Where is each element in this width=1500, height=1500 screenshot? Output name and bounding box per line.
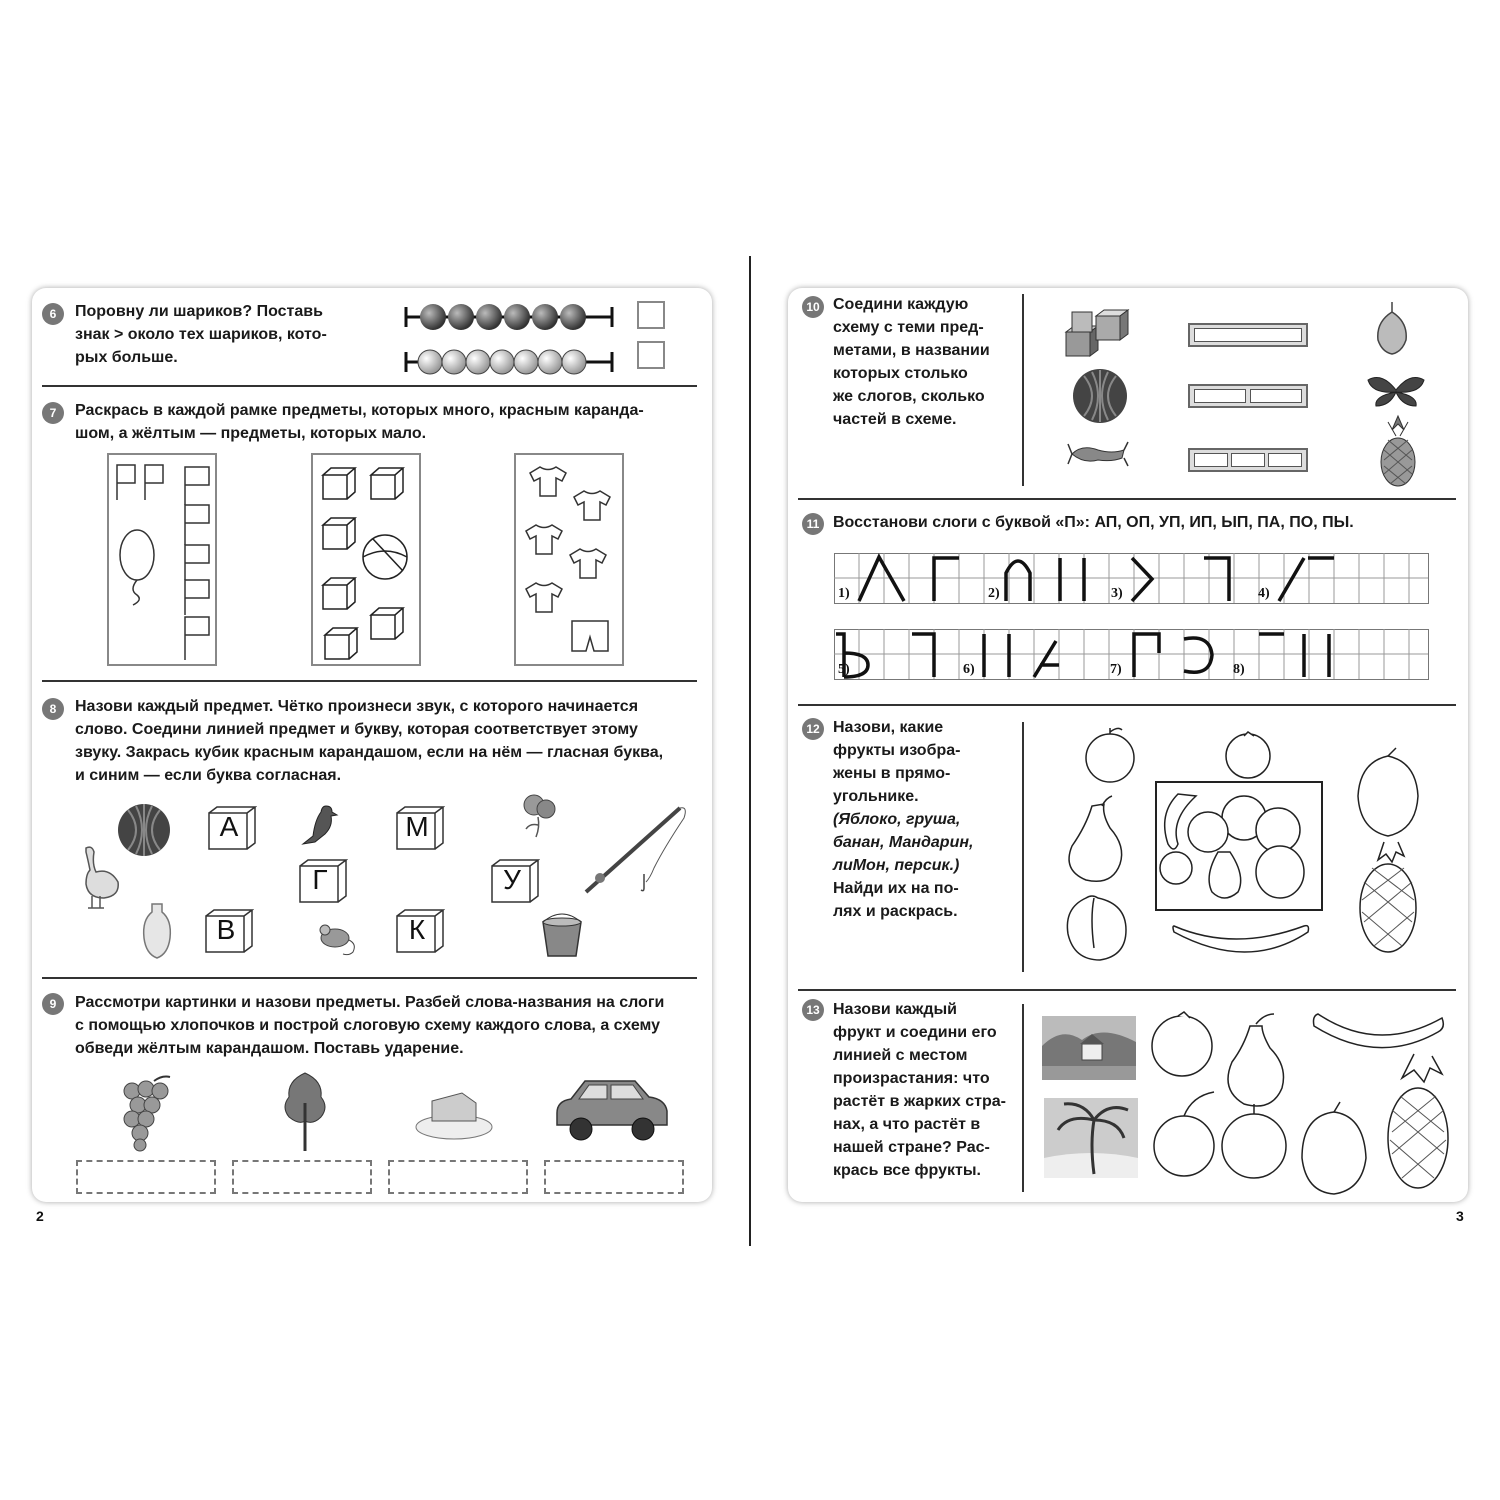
divider-vertical bbox=[1022, 722, 1024, 972]
text-line: произрастания: что bbox=[833, 1070, 990, 1087]
letter-k: К bbox=[408, 914, 426, 945]
slot-label-5: 5) bbox=[838, 662, 850, 677]
text-line: Соедини каждую bbox=[833, 296, 969, 313]
letter-a: А bbox=[219, 811, 239, 842]
fruits-to-match-drawing bbox=[1148, 1006, 1458, 1196]
text-line: знак > около тех шариков, кото- bbox=[75, 326, 327, 343]
watermelon-icon bbox=[114, 800, 174, 860]
exercise-12-text bbox=[833, 716, 973, 923]
right-page-card bbox=[788, 288, 1468, 1202]
goose-icon bbox=[76, 844, 120, 914]
text-line: частей в схеме. bbox=[833, 411, 957, 428]
apple-icon bbox=[1086, 728, 1134, 782]
exercise-9-text bbox=[75, 991, 664, 1060]
scheme-three-parts bbox=[1188, 448, 1308, 472]
text-line: Рассмотри картинки и назови предметы. Разбей слова-названия на слоги bbox=[75, 994, 665, 1011]
car-icon bbox=[551, 1073, 671, 1145]
text-line: нашей стране? Рас- bbox=[833, 1139, 990, 1156]
vase-icon bbox=[142, 902, 172, 962]
text-line: Назови каждый bbox=[833, 1001, 957, 1018]
text-line: звуку. Закрась кубик красным карандашом, если на нём — гласная буква, bbox=[75, 744, 664, 761]
exercise-10-number: 10 bbox=[802, 296, 824, 318]
text-line: растёт в жарких стра- bbox=[833, 1093, 1006, 1110]
page-number-left: 2 bbox=[36, 1208, 44, 1224]
answer-box-top[interactable] bbox=[637, 301, 665, 329]
banana-icon bbox=[1173, 926, 1309, 952]
exercise-9-number: 9 bbox=[42, 993, 64, 1015]
frame-shirts-and-shorts[interactable] bbox=[514, 453, 624, 666]
letter-cube-k[interactable] bbox=[395, 908, 445, 954]
exercise-11-text: Восстанови слоги с буквой «П»: АП, ОП, УП, ИП, ЫП, ПА, ПО, ПЫ. bbox=[833, 514, 1354, 531]
letter-u: У bbox=[503, 864, 521, 895]
scheme-one-part bbox=[1188, 323, 1308, 347]
exercise-8-number: 8 bbox=[42, 698, 64, 720]
text-line: угольнике. bbox=[833, 788, 919, 805]
crayfish-icon bbox=[1066, 434, 1130, 474]
text-line: метами, в названии bbox=[833, 342, 990, 359]
exercise-13-number: 13 bbox=[802, 999, 824, 1021]
text-line: линией с местом bbox=[833, 1047, 968, 1064]
slot-label-7: 7) bbox=[1110, 662, 1122, 677]
tangerine-icon bbox=[1226, 732, 1270, 778]
divider bbox=[42, 977, 697, 979]
text-line: шом, а жёлтым — предметы, которых мало. bbox=[75, 425, 427, 442]
slot-label-2: 2) bbox=[988, 586, 1000, 601]
text-line: схему с теми пред- bbox=[833, 319, 984, 336]
text-line: лях и раскрась. bbox=[833, 903, 958, 920]
text-line: с помощью хлопочков и построй слоговую схему каждого слова, а схему bbox=[75, 1017, 661, 1034]
scheme-part bbox=[1194, 328, 1302, 342]
letter-g: Г bbox=[312, 864, 328, 895]
scheme-part bbox=[1231, 453, 1265, 467]
text-line-italic: (Яблоко, груша, bbox=[833, 811, 961, 828]
letter-cube-a[interactable] bbox=[207, 805, 257, 851]
apple-icon bbox=[1222, 1104, 1286, 1178]
text-line: жены в прямо- bbox=[833, 765, 951, 782]
divider bbox=[42, 385, 697, 387]
syllable-scheme-box-1[interactable] bbox=[76, 1160, 216, 1194]
flags-and-balloon-icon bbox=[109, 455, 215, 664]
exercise-7-text bbox=[75, 399, 644, 445]
cake-on-plate-icon bbox=[414, 1085, 494, 1145]
frame-flags[interactable] bbox=[107, 453, 217, 666]
cubes-and-ball-icon bbox=[313, 455, 419, 664]
syllable-scheme-box-4[interactable] bbox=[544, 1160, 684, 1194]
plum-icon bbox=[1154, 1092, 1214, 1176]
exercise-7-number: 7 bbox=[42, 402, 64, 424]
exercise-6-number: 6 bbox=[42, 303, 64, 325]
text-line: Назови каждый предмет. Чётко произнеси звук, с которого начинается bbox=[75, 698, 639, 715]
syllable-grid-row-1 bbox=[834, 553, 1432, 607]
scheme-part bbox=[1194, 389, 1246, 403]
divider bbox=[798, 498, 1456, 500]
light-beads-row bbox=[418, 350, 586, 374]
page-spine-line bbox=[749, 256, 751, 1246]
beads-abacus bbox=[404, 300, 616, 380]
left-page-card bbox=[32, 288, 712, 1202]
shirts-and-shorts-icon bbox=[516, 455, 622, 664]
slot-label-3: 3) bbox=[1111, 586, 1123, 601]
pear-icon bbox=[1228, 1014, 1284, 1106]
watermelon-icon bbox=[1070, 366, 1130, 426]
lemon-icon bbox=[1358, 748, 1418, 836]
divider bbox=[798, 989, 1456, 991]
text-line: Поровну ли шариков? Поставь bbox=[75, 303, 323, 320]
scheme-part bbox=[1268, 453, 1302, 467]
text-line: фрукт и соедини его bbox=[833, 1024, 997, 1041]
syllable-scheme-box-2[interactable] bbox=[232, 1160, 372, 1194]
letter-cube-g[interactable] bbox=[298, 858, 348, 904]
answer-box-bottom[interactable] bbox=[637, 341, 665, 369]
exercise-10-text bbox=[833, 293, 990, 431]
letter-cube-v[interactable] bbox=[204, 908, 254, 954]
text-line-italic: банан, Мандарин, bbox=[833, 834, 974, 851]
letter-cube-u[interactable] bbox=[490, 858, 540, 904]
scheme-two-parts bbox=[1188, 384, 1308, 408]
exercise-13-text bbox=[833, 998, 1006, 1182]
text-line: обведи жёлтым карандашом. Поставь ударение. bbox=[75, 1040, 464, 1057]
divider bbox=[798, 704, 1456, 706]
tree-icon bbox=[280, 1063, 330, 1153]
divider-vertical bbox=[1022, 294, 1024, 486]
exercise-8-text bbox=[75, 695, 663, 787]
exercise-6-text bbox=[75, 300, 327, 369]
pigeon-icon bbox=[300, 800, 340, 848]
page-number-right: 3 bbox=[1456, 1208, 1464, 1224]
bucket-icon bbox=[537, 910, 587, 960]
palm-beach-image bbox=[1044, 1098, 1138, 1178]
pineapple-icon bbox=[1360, 842, 1416, 952]
text-line: нах, а что растёт в bbox=[833, 1116, 981, 1133]
slot-label-8: 8) bbox=[1233, 662, 1245, 677]
divider bbox=[42, 680, 697, 682]
text-line: фрукты изобра- bbox=[833, 742, 961, 759]
text-line: же слогов, сколько bbox=[833, 388, 985, 405]
letter-m: М bbox=[405, 811, 429, 842]
syllable-scheme-box-3[interactable] bbox=[388, 1160, 528, 1194]
lemon-icon bbox=[1302, 1102, 1366, 1194]
text-line-italic: лиМон, персик.) bbox=[833, 857, 960, 874]
frame-cubes-and-ball[interactable] bbox=[311, 453, 421, 666]
fishing-rod-icon bbox=[580, 798, 690, 898]
pear-icon bbox=[1069, 796, 1122, 881]
exercise-11-number: 11 bbox=[802, 513, 824, 535]
village-landscape-image bbox=[1042, 1016, 1136, 1080]
scheme-part bbox=[1250, 389, 1302, 403]
text-line: Раскрась в каждой рамке предметы, которых много, красным каранда- bbox=[75, 402, 644, 419]
mouse-icon bbox=[315, 918, 359, 958]
tangerine-icon bbox=[1152, 1012, 1212, 1076]
text-line: крась все фрукты. bbox=[833, 1162, 981, 1179]
slot-label-1: 1) bbox=[838, 586, 850, 601]
text-line: и синим — если буква согласная. bbox=[75, 767, 342, 784]
fruits-outline-drawing bbox=[1058, 722, 1448, 972]
onion-icon bbox=[1370, 300, 1414, 356]
peach-icon bbox=[1067, 896, 1126, 960]
text-line: слово. Соедини линией предмет и букву, которая соответствует этому bbox=[75, 721, 638, 738]
text-line: рых больше. bbox=[75, 349, 178, 366]
scheme-part bbox=[1194, 453, 1228, 467]
syllable-grid-row-2 bbox=[834, 629, 1432, 683]
slot-label-4: 4) bbox=[1258, 586, 1270, 601]
text-line: Найди их на по- bbox=[833, 880, 959, 897]
text-line: которых столько bbox=[833, 365, 968, 382]
slot-label-6: 6) bbox=[963, 662, 975, 677]
pineapple-icon bbox=[1374, 414, 1422, 488]
letter-cube-m[interactable] bbox=[395, 805, 445, 851]
poppy-flower-icon bbox=[518, 791, 562, 841]
text-line: Назови, какие bbox=[833, 719, 944, 736]
pineapple-icon bbox=[1388, 1054, 1448, 1188]
banana-icon bbox=[1314, 1014, 1444, 1048]
toy-blocks-icon bbox=[1062, 304, 1134, 362]
exercise-12-number: 12 bbox=[802, 718, 824, 740]
butterfly-icon bbox=[1364, 372, 1428, 408]
letter-v: В bbox=[216, 914, 236, 945]
partial-letters bbox=[836, 634, 1329, 677]
divider-vertical bbox=[1022, 1004, 1024, 1192]
grapes-icon bbox=[118, 1075, 174, 1151]
